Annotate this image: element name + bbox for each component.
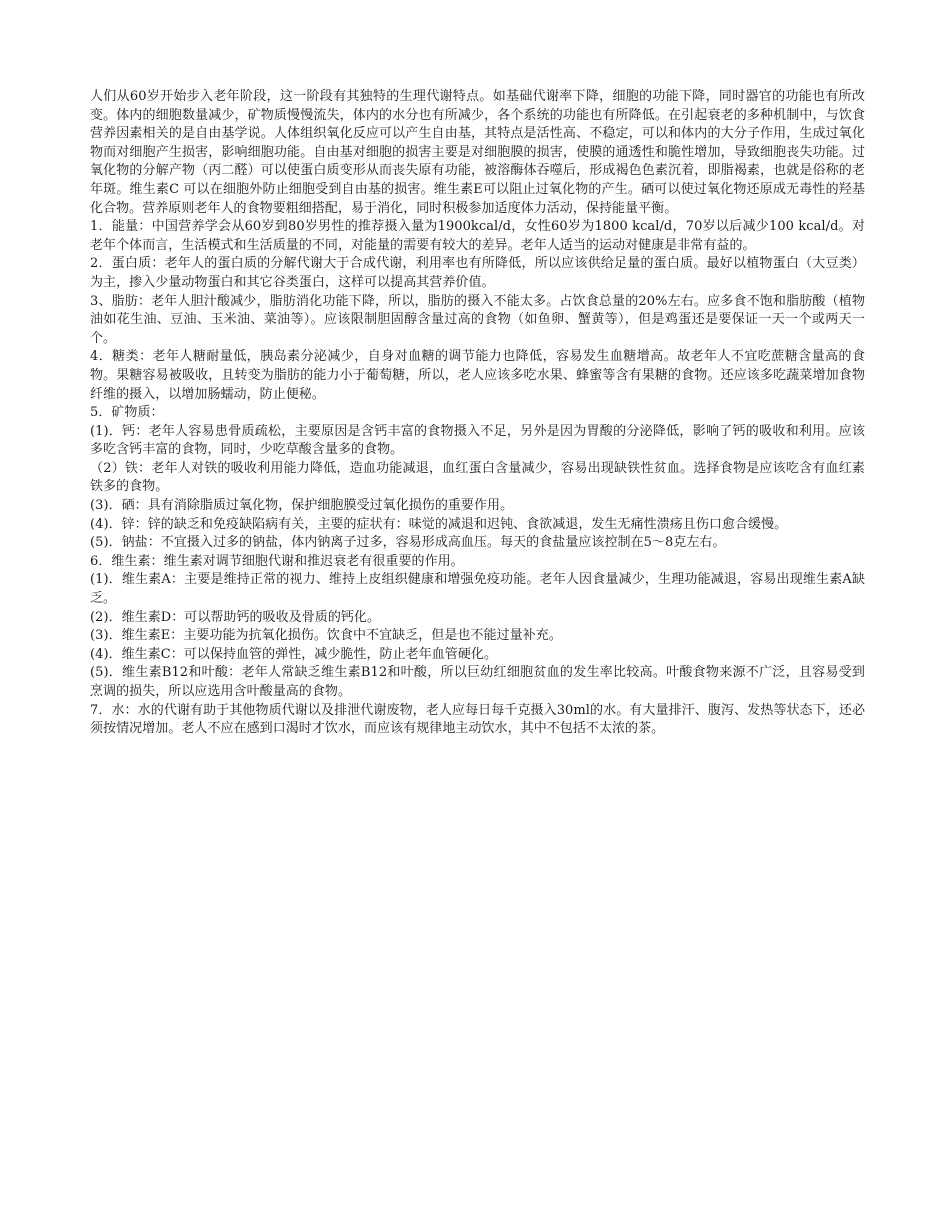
vitamin-d: (2)．维生素D：可以帮助钙的吸收及骨质的钙化。	[90, 609, 381, 625]
mineral-zinc: (4)．锌：锌的缺乏和免疫缺陷病有关，主要的症状有：味觉的减退和迟钝、食欲减退，发生无痛性溃疡且伤口愈合缓慢。	[90, 516, 788, 532]
section-fat: 3、脂肪：老年人胆汁酸减少，脂肪消化功能下降，所以，脂肪的摄入不能太多。占饮食总量的20%左右。应多食不饱和脂肪酸（植物油如花生油、豆油、玉米油、菜油等）。应该限制胆固醇含量过高的食物（如鱼卵、蟹黄等），但是鸡蛋还是要保证一天一个或两天一个。	[90, 293, 865, 346]
vitamin-b12-folate: (5)．维生素B12和叶酸：老年人常缺乏维生素B12和叶酸，所以巨幼红细胞贫血的发生率比较高。叶酸食物来源不广泛，且容易受到烹调的损失，所以应选用含叶酸量高的食物。	[90, 665, 865, 699]
section-water: 7．水：水的代谢有助于其他物质代谢以及排泄代谢废物，老人应每日每千克摄入30ml的水。有大量排汗、腹泻、发热等状态下，还必须按情况增加。老人不应在感到口渴时才饮水，而应该有规律地主动饮水，其中不包括不太浓的茶。	[90, 702, 865, 737]
mineral-sodium: (5)．钠盐：不宜摄入过多的钠盐，体内钠离子过多，容易形成高血压。每天的食盐量应该控制在5～8克左右。	[90, 535, 726, 551]
section-protein: 2．蛋白质：老年人的蛋白质的分解代谢大于合成代谢，利用率也有所降低，所以应该供给足量的蛋白质。最好以植物蛋白（大豆类）为主，掺入少量动物蛋白和其它谷类蛋白，这样可以提高其营养价值。	[90, 256, 865, 290]
vitamin-c: (4)．维生素C：可以保持血管的弹性，减少脆性，防止老年血管硬化。	[90, 646, 498, 662]
section-energy: 1．能量：中国营养学会从60岁到80岁男性的推荐摄入量为1900kcal/d，女性60岁为1800 kcal/d，70岁以后减少100 kcal/d。对老年个体而言，生活模式和生活质量的不同，对能量的需要有较大的差异。老年人适当的运动对健康是非常有益的。	[90, 219, 865, 253]
mineral-selenium: (3)．硒：具有消除脂质过氧化物，保护细胞膜受过氧化损伤的重要作用。	[90, 498, 514, 514]
section-vitamins-heading: 6．维生素：维生素对调节细胞代谢和推迟衰老有很重要的作用。	[90, 553, 464, 569]
intro-paragraph: 人们从60岁开始步入老年阶段，这一阶段有其独特的生理代谢特点。如基础代谢率下降，细胞的功能下降，同时器官的功能也有所改变。体内的细胞数量减少，矿物质慢慢流失，体内的水分也有所减少，各个系统的功能也有所降低。在引起衰老的多种机制中，与饮食营养因素相关的是自由基学说。人体组织氧化反应可以产生自由基，其特点是活性高、不稳定，可以和体内的大分子作用，生成过氧化物而对细胞产生损害，影响细胞功能。自由基对细胞的损害主要是对细胞膜的损害，使膜的通透性和脆性增加，导致细胞丧失功能。过氧化物的分解产物（丙二醛）可以使蛋白质变形从而丧失原有功能，被溶酶体吞噬后，形成褐色色素沉着，即脂褐素，也就是俗称的老年斑。维生素C 可以在细胞外防止细胞受到自由基的损害。维生素E可以阻止过氧化物的产生。硒可以使过氧化物还原成无毒性的羟基化合物。营养原则老年人的食物要粗细搭配，易于消化，同时积极参加适度体力活动，保持能量平衡。	[90, 89, 865, 216]
section-minerals-heading: 5．矿物质：	[90, 405, 164, 421]
mineral-iron: （2）铁：老年人对铁的吸收利用能力降低，造血功能减退，血红蛋白含量减少，容易出现缺铁性贫血。选择食物是应该吃含有血红素铁多的食物。	[90, 460, 865, 495]
document-body	[90, 88, 865, 739]
section-carbohydrate: 4．糖类：老年人糖耐量低，胰岛素分泌减少，自身对血糖的调节能力也降低，容易发生血糖增高。故老年人不宜吃蔗糖含量高的食物。果糖容易被吸收，且转变为脂肪的能力小于葡萄糖，所以，老人应该多吃水果、蜂蜜等含有果糖的食物。还应该多吃蔬菜增加食物纤维的摄入，以增加肠蠕动，防止便秘。	[90, 349, 865, 402]
mineral-calcium: (1)．钙：老年人容易患骨质疏松，主要原因是含钙丰富的食物摄入不足，另外是因为胃酸的分泌降低，影响了钙的吸收和利用。应该多吃含钙丰富的食物，同时，少吃草酸含量多的食物。	[90, 423, 865, 458]
vitamin-a: (1)．维生素A：主要是维持正常的视力、维持上皮组织健康和增强免疫功能。老年人因食量减少，生理功能减退，容易出现维生素A缺乏。	[90, 572, 865, 607]
vitamin-e: (3)．维生素E：主要功能为抗氧化损伤。饮食中不宜缺乏，但是也不能过量补充。	[90, 628, 562, 644]
